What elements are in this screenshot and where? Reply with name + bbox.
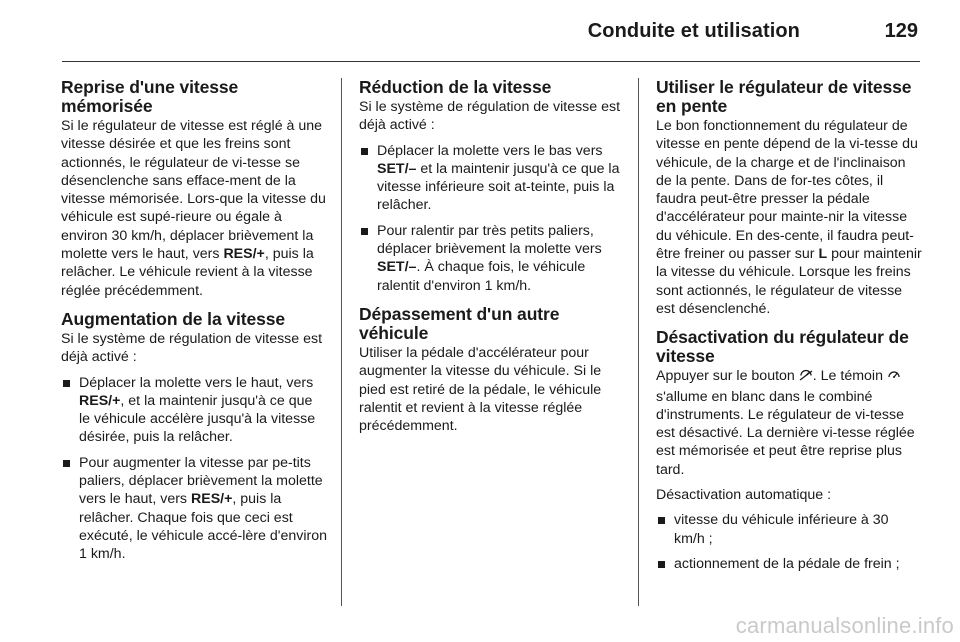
text-run: s'allume en blanc dans le combiné d'instruments. Le régulateur de vi-tesse est désactivé. La dernière vi-tesse réglée est mémorisée et peut être reprise plus tard.	[656, 388, 915, 478]
text-run: Pour ralentir par très petits paliers, déplacer brièvement la molette vers	[377, 222, 602, 258]
list-item	[359, 142, 625, 215]
text-run: Pour augmenter la vitesse par pe-tits paliers, déplacer brièvement la molette vers le haut, vers	[79, 454, 323, 508]
text-run: vitesse du véhicule inférieure à 30 km/h ;	[674, 512, 889, 547]
text-run: Le bon fonctionnement du régulateur de vitesse en pente dépend de la vi-tesse du véhicule, de la charge et de l'inclinaison de la pente. Dans de for-tes côtes, il faudra peut-être presser la pédale d'accélérateur pour mainte-nir la vitesse du véhicule. En des-cente, il faudra peut-être freiner ou passer sur	[656, 118, 918, 263]
section-title-depassement: Dépassement d'un autre véhicule	[359, 303, 560, 343]
text-run: actionnement de la pédale de frein ;	[674, 555, 900, 572]
text-run: Déplacer la molette vers le bas vers	[377, 142, 603, 159]
list-item	[359, 222, 625, 295]
cruise-control-indicator-icon	[887, 369, 901, 387]
bullet-icon	[658, 517, 665, 524]
bullet-icon	[361, 148, 368, 155]
page-number: 129	[884, 20, 918, 42]
list-item	[656, 511, 922, 548]
column-3	[656, 78, 922, 573]
header-rule	[62, 61, 920, 62]
section-text-reprise	[61, 117, 327, 300]
text-run: et la maintenir jusqu'à ce que la vitesse inférieure soit at-teinte, puis la relâcher.	[377, 160, 620, 214]
column-divider	[638, 78, 639, 606]
section-title-pente: Utiliser le régulateur de vitesse en pente	[656, 77, 912, 116]
key-label: RES/+	[190, 491, 233, 508]
auto-deactivation-label: Désactivation automatique :	[656, 487, 832, 504]
column-2	[359, 78, 625, 435]
key-label: L	[818, 246, 828, 263]
key-label: RES/+	[79, 392, 121, 409]
column-divider	[341, 78, 342, 606]
text-run: , et la maintenir jusqu'à ce que le véhicule accélère jusqu'à la vitesse désirée, puis la relâcher.	[79, 392, 316, 446]
page-title: Conduite et utilisation	[587, 20, 800, 42]
column-1	[61, 78, 327, 564]
text-run: Si le régulateur de vitesse est réglé à une vitesse désirée et que les freins sont actionnés, le régulateur de vi-tesse se désenclenche sans efface-ment de la vitesse mémorisée. Lors-que la vitesse du véhicule est supé-rieure ou égale à environ 30 km/h, déplacer brièvement la molette vers le haut, vers	[61, 118, 326, 263]
cruise-cancel-icon	[799, 369, 813, 387]
bullet-icon	[63, 460, 70, 467]
list-item	[61, 374, 327, 447]
list-item	[656, 555, 922, 573]
key-label: RES/+	[223, 246, 265, 263]
section-title-reduction: Réduction de la vitesse	[359, 77, 552, 97]
text-run: , puis la relâcher. Chaque fois que ceci est exécuté, le véhicule accé-lère d'environ 1 km/h.	[79, 491, 327, 563]
bullet-icon	[361, 228, 368, 235]
section-intro-augmentation: Si le système de régulation de vitesse est déjà activé :	[61, 330, 323, 366]
section-text-depassement: Utiliser la pédale d'accélérateur pour augmenter la vitesse du véhicule. Si le pied est retiré de la pédale, le véhicule ralentit et revient à la vitesse réglée précédemment.	[359, 344, 602, 435]
text-run: pour maintenir la vitesse du véhicule. Lorsque les freins sont actionnés, le régulateur de vitesse est désenclenché.	[656, 246, 922, 317]
watermark: carmanualsonline.info	[735, 613, 954, 638]
section-text-pente	[656, 117, 922, 318]
list-item	[61, 454, 327, 564]
section-title-desactivation: Désactivation du régulateur de vitesse	[656, 327, 909, 367]
text-run: Appuyer sur le bouton	[656, 368, 799, 385]
section-title-augmentation: Augmentation de la vitesse	[61, 308, 285, 329]
bullet-icon	[63, 380, 70, 387]
section-intro-reduction: Si le système de régulation de vitesse est déjà activé :	[359, 99, 621, 134]
page-header	[62, 18, 920, 48]
section-title-reprise: Reprise d'une vitesse mémorisée	[61, 77, 239, 116]
bullet-icon	[658, 561, 665, 568]
text-run: , puis la relâcher. Le véhicule revient à la vitesse réglée précédemment.	[61, 246, 314, 299]
text-run: . À chaque fois, le véhicule ralentit d'environ 1 km/h.	[377, 259, 586, 294]
text-run: . Le témoin	[812, 368, 887, 385]
section-text-desactivation	[656, 367, 922, 479]
key-label: SET/–	[377, 259, 417, 276]
text-run: Déplacer la molette vers le haut, vers	[79, 374, 314, 391]
key-label: SET/–	[377, 160, 417, 177]
